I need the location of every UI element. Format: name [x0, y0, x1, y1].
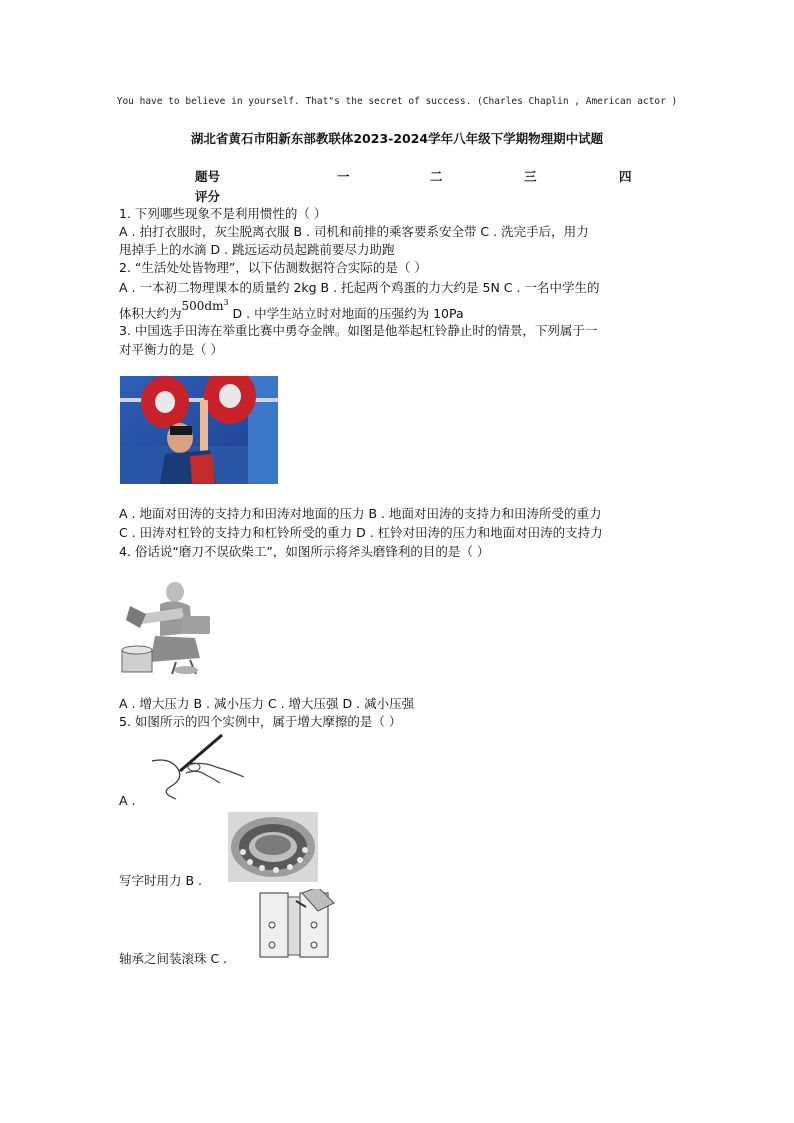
score-header-1: 一	[337, 169, 350, 184]
q2-options-line2	[119, 298, 464, 323]
q5-stem: 5. 如图所示的四个实例中，属于增大摩擦的是（ ）	[119, 714, 402, 729]
hinge-drawing	[256, 889, 336, 961]
page-title: 湖北省黄石市阳新东部教联体2023-2024学年八年级下学期物理期中试题	[190, 131, 604, 146]
axe-grinding-drawing	[120, 578, 210, 676]
volume-formula	[182, 299, 229, 313]
q3-stem-line1: 3. 中国选手田涛在举重比赛中勇夺金牌。如图是他举起杠铃静止时的情景，下列属于一	[119, 323, 598, 338]
score-header-4: 四	[619, 169, 632, 184]
q2-line2-prefix: 体积大约为	[119, 306, 182, 321]
score-header-2: 二	[430, 169, 443, 184]
header-quote: You have to believe in yourself. That"s the secret of success. (Charles Chaplin , American actor )	[116, 96, 678, 107]
q3-stem-line2: 对平衡力的是（ ）	[119, 342, 223, 357]
q2-line2-suffix: D . 中学生站立时对地面的压强约为 10Pa	[228, 306, 464, 321]
q3-options-a-b: A . 地面对田涛的支持力和田涛对地面的压力 B . 地面对田涛的支持力和田涛所受的重力	[119, 506, 602, 521]
q3-options-c-d: C . 田涛对杠铃的支持力和杠铃所受的重力 D . 杠铃对田涛的压力和地面对田涛的支持力	[119, 525, 603, 540]
score-row-label: 评分	[195, 189, 221, 204]
q1-stem: 1. 下列哪些现象不是利用惯性的（ ）	[119, 206, 327, 221]
q1-options-line2: 甩掉手上的水滴 D . 跳远运动员起跳前要尽力助跑	[119, 242, 395, 257]
volume-value: 500dm	[181, 299, 224, 313]
q5-label-b: 写字时用力 B .	[119, 873, 202, 888]
q5-label-a: A .	[119, 793, 136, 808]
q2-stem: 2. “生活处处皆物理”，以下估测数据符合实际的是（ ）	[119, 260, 427, 275]
q4-options: A . 增大压力 B . 减小压力 C . 增大压强 D . 减小压强	[119, 696, 415, 711]
score-header-3: 三	[524, 169, 537, 184]
score-header-number: 题号	[195, 169, 221, 184]
volume-exponent: 3	[223, 298, 229, 307]
q2-options-line1: A . 一本初二物理课本的质量约 2kg B . 托起两个鸡蛋的力大约是 5N C . 一名中学生的	[119, 280, 600, 295]
ball-bearing-photo	[228, 812, 318, 882]
weightlifter-photo	[120, 376, 278, 484]
q5-label-c: 轴承之间装滚珠 C .	[119, 951, 228, 966]
q4-stem: 4. 俗话说“磨刀不误砍柴工”，如图所示将斧头磨锋利的目的是（ ）	[119, 544, 490, 559]
q1-options-line1: A . 拍打衣服时，灰尘脱离衣服 B . 司机和前排的乘客要系安全带 C . 洗完手后，用力	[119, 224, 589, 239]
hand-writing-drawing	[150, 731, 245, 801]
